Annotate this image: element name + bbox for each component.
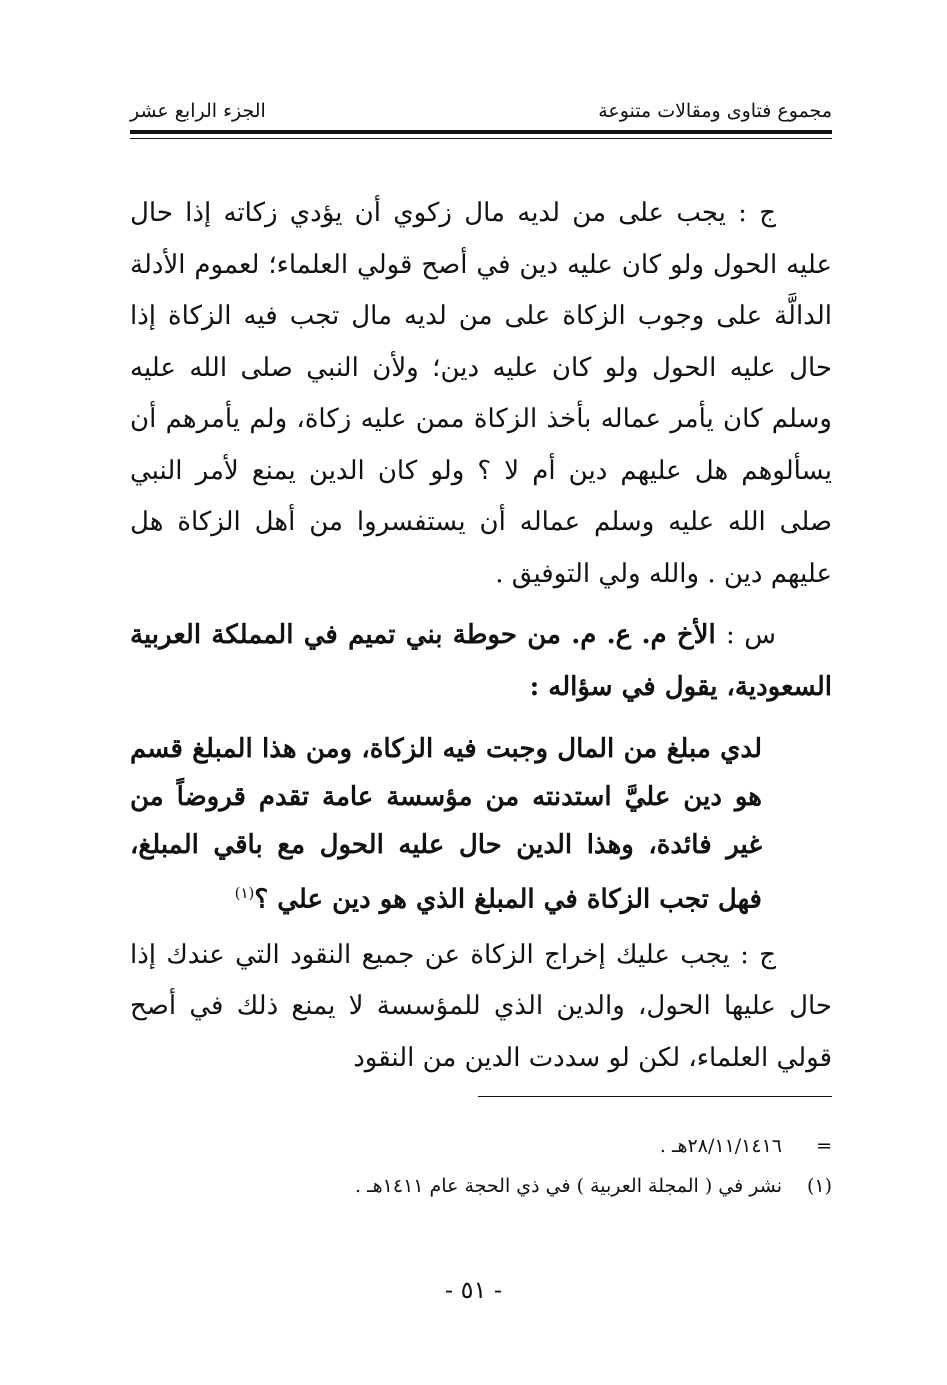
question-body-text: لدي مبلغ من المال وجبت فيه الزكاة، ومن هذا المبلغ قسم هو دين عليَّ استدنته من مؤسسة عامة تقدم قروضاً من غير فائدة، وهذا الدين حال عليه الحول مع باقي المبلغ، فهل تجب الزكاة في المبلغ الذي هو دين علي ؟: [130, 734, 762, 915]
volume-title: الجزء الرابع عشر: [130, 100, 266, 122]
header-rule-thick: [130, 130, 832, 134]
header-rule-thin: [130, 138, 832, 139]
footnotes: [130, 1126, 832, 1206]
footnote-1: [130, 1166, 832, 1206]
answer-paragraph-1: ج : يجب على من لديه مال زكوي أن يؤدي زكاته إذا حال عليه الحول ولو كان عليه دين في أصح قولي العلماء؛ لعموم الأدلة الدالَّة على وجوب الزكاة على من لديه مال تجب فيه الزكاة إذا حال عليه الحول ولو كان عليه دين؛ ولأن النبي صلى الله عليه وسلم كان يأمر عماله بأخذ الزكاة ممن عليه زكاة، ولم يأمرهم أن يسألوهم هل عليهم دين أم لا ؟ ولو كان الدين يمنع لأمر النبي صلى الله عليه وسلم عماله أن يستفسروا من أهل الزكاة هل عليهم دين . والله ولي التوفيق .: [130, 198, 832, 589]
book-title: مجموع فتاوى ومقالات متنوعة: [598, 100, 832, 122]
page-number: - ٥١ -: [444, 1276, 503, 1304]
question-marker: س :: [726, 620, 776, 650]
footnote-separator: [478, 1096, 832, 1097]
footnote-text: ٢٨/١١/١٤١٦هـ .: [659, 1135, 782, 1157]
question-paragraph: [130, 610, 832, 713]
answer-paragraph-2: ج : يجب عليك إخراج الزكاة عن جميع النقود التي عندك إذا حال عليها الحول، والدين الذي للمؤسسة لا يمنع ذلك في أصح قولي العلماء، لكن لو سددت الدين من النقود: [130, 939, 832, 1073]
footnote-text: نشر في ( المجلة العربية ) في ذي الحجة عام ١٤١١هـ .: [354, 1175, 782, 1197]
footnote-marker: =: [816, 1135, 832, 1157]
question-intro: الأخ م. ع. م. من حوطة بني تميم في المملكة العربية السعودية، يقول في سؤاله :: [130, 620, 832, 702]
footnote-continuation: [130, 1126, 832, 1166]
main-text: [130, 188, 832, 1084]
footnote-marker: (١): [806, 1175, 832, 1197]
footnote-reference: (١): [234, 884, 255, 902]
running-header: [130, 98, 832, 124]
question-body: [130, 725, 832, 924]
